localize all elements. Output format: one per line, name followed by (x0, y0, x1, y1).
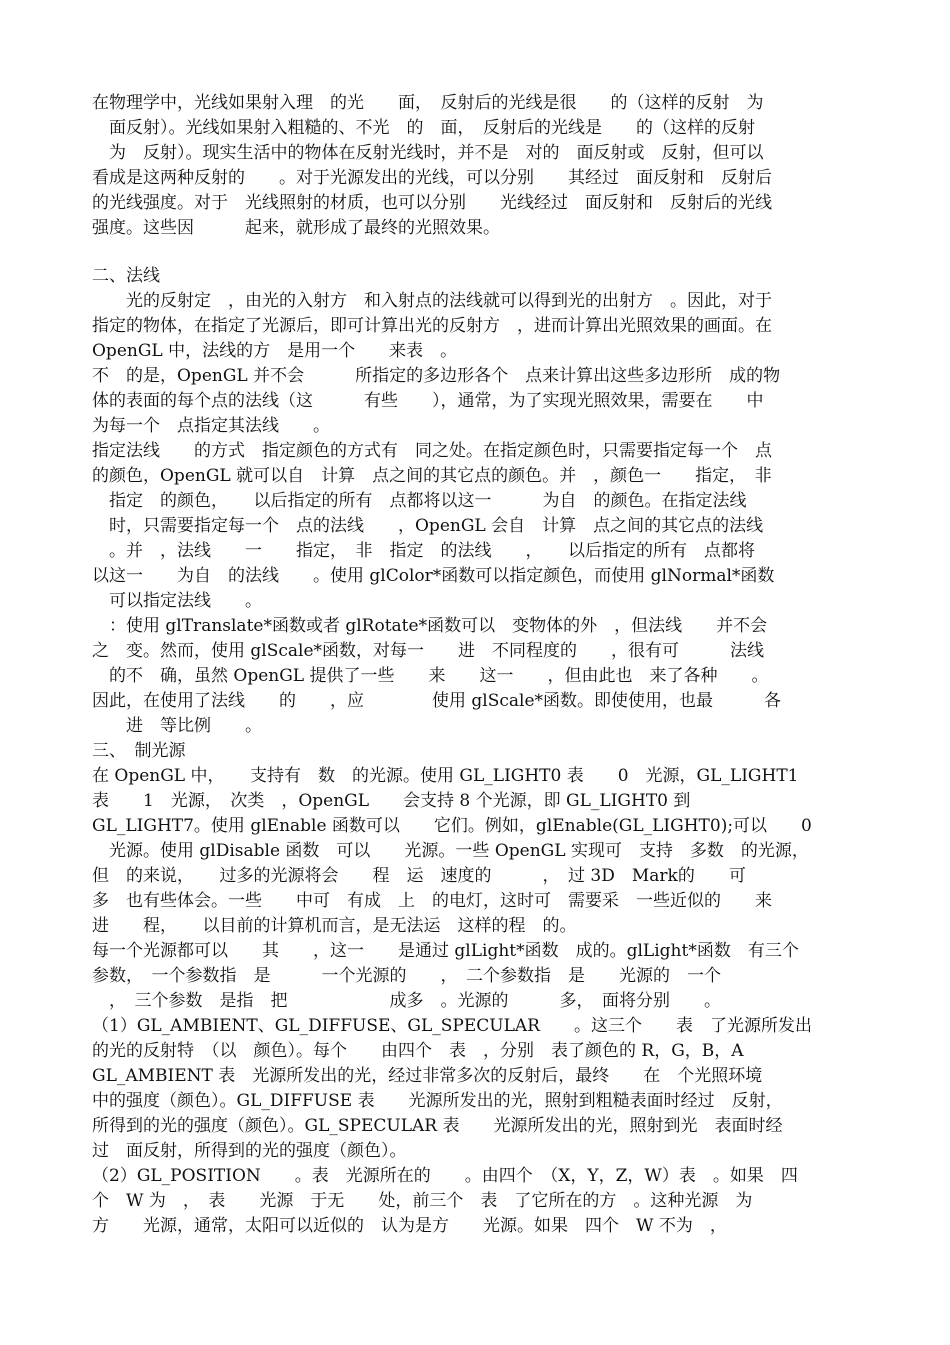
text-line: 为每一个 点指定其法线 。 (92, 416, 330, 436)
text-line: 。并 ，法线 一 指定， 非 指定 的法线 ， 以后指定的所有 点都将 (92, 541, 755, 561)
text-line: 以这一 为自 的法线 。使用 glColor*函数可以指定颜色，而使用 glNormal*函数 (92, 566, 775, 586)
text-line: 不 的是，OpenGL 并不会 所指定的多边形各个 点来计算出这些多边形所 成的物 (92, 366, 781, 386)
text-line: 过 面反射，所得到的光的强度（颜色）。 (92, 1141, 407, 1161)
text-line: 的光线强度。对于 光线照射的材质，也可以分别 光线经过 面反射和 反射后的光线 (92, 193, 772, 213)
text-line: 方 光源，通常，太阳可以近似的 认为是方 光源。如果 四个 W 不为 ， (92, 1216, 727, 1236)
text-line: ：使用 glTranslate*函数或者 glRotate*函数可以 变物体的外 ，但法线 并不会 (92, 616, 768, 636)
text-line: 指定 的颜色， 以后指定的所有 点都将以这一 为自 的颜色。在指定法线 (92, 491, 747, 511)
text-line: 体的表面的每个点的法线（这 有些 ），通常，为了实现光照效果，需要在 中 (92, 391, 764, 411)
text-line: ， 三个参数 是指 把 成多 。光源的 多， 面将分别 。 (92, 991, 721, 1011)
text-line: 表 1 光源， 次类 ，OpenGL 会支持 8 个光源，即 GL_LIGHT0 到 (92, 791, 691, 811)
text-line: 个 W 为 ， 表 光源 于无 处，前三个 表 了它所在的方 。这种光源 为 (92, 1191, 753, 1211)
text-line: （2）GL_POSITION 。表 光源所在的 。由四个 （X，Y，Z，W）表 。如果 四 (92, 1166, 798, 1186)
text-line: 进 等比例 。 (92, 716, 262, 736)
text-line: 但 的来说， 过多的光源将会 程 运 速度的 ， 过 3D Mark的 可 (92, 866, 746, 886)
text-line: 指定的物体，在指定了光源后，即可计算出光的反射方 ，进而计算出光照效果的画面。在 (92, 316, 772, 336)
text-line: 的光的反射特 （以 颜色）。每个 由四个 表 ，分别 表了颜色的 R，G，B，A (92, 1041, 744, 1061)
text-line: 面反射）。光线如果射入粗糙的、不光 的 面， 反射后的光线是 的（这样的反射 (92, 118, 755, 138)
text-line: OpenGL 中，法线的方 是用一个 来表 。 (92, 341, 458, 361)
text-line: GL_AMBIENT 表 光源所发出的光，经过非常多次的反射后，最终 在 个光照环境 (92, 1066, 763, 1086)
text-line: 因此，在使用了法线 的 ，应 使用 glScale*函数。即使使用，也最 各 (92, 691, 782, 711)
text-line: 多 也有些体会。一些 中可 有成 上 的电灯，这时可 需要采 一些近似的 来 (92, 891, 772, 911)
text-line: 可以指定法线 。 (92, 591, 262, 611)
text-line: 进 程， 以目前的计算机而言，是无法运 这样的程 的。 (92, 916, 577, 936)
text-line: 在 OpenGL 中， 支持有 数 的光源。使用 GL_LIGHT0 表 0 光源，GL_LIGHT1 (92, 766, 799, 786)
text-line: 光的反射定 ，由光的入射方 和入射点的法线就可以得到光的出射方 。因此，对于 (92, 291, 772, 311)
text-line: 的不 确，虽然 OpenGL 提供了一些 来 这一 ，但由此也 来了各种 。 (92, 666, 769, 686)
text-line: 指定法线 的方式 指定颜色的方式有 同之处。在指定颜色时，只需要指定每一个 点 (92, 441, 772, 461)
text-line: 光源。使用 glDisable 函数 可以 光源。一些 OpenGL 实现可 支持 多数 的光源， (92, 841, 809, 861)
section-heading: 二、法线 (92, 266, 160, 286)
text-line: 时，只需要指定每一个 点的法线 ，OpenGL 会自 计算 点之间的其它点的法线 (92, 516, 764, 536)
text-line: 为 反射）。现实生活中的物体在反射光线时，并不是 对的 面反射或 反射，但可以 (92, 143, 764, 163)
text-line: GL_LIGHT7。使用 glEnable 函数可以 它们。例如，glEnable(GL_LIGHT0);可以 0 (92, 816, 812, 836)
text-line: 中的强度（颜色）。GL_DIFFUSE 表 光源所发出的光，照射到粗糙表面时经过 反射， (92, 1091, 783, 1111)
text-line: 参数， 一个参数指 是 一个光源的 ， 二个参数指 是 光源的 一个 (92, 966, 721, 986)
text-line: 强度。这些因 起来，就形成了最终的光照效果。 (92, 218, 500, 238)
section-heading: 三、 制光源 (92, 741, 186, 761)
blank-line (92, 241, 860, 266)
text-line: （1）GL_AMBIENT、GL_DIFFUSE、GL_SPECULAR 。这三个 表 了光源所发出 (92, 1016, 812, 1036)
text-line: 之 变。然而，使用 glScale*函数，对每一 进 不同程度的 ，很有可 法线 (92, 641, 765, 661)
text-line: 的颜色，OpenGL 就可以自 计算 点之间的其它点的颜色。并 ，颜色一 指定， 非 (92, 466, 772, 486)
text-line: 每一个光源都可以 其 ，这一 是通过 glLight*函数 成的。glLight*函数 有三个 (92, 941, 799, 961)
text-line: 所得到的光的强度（颜色）。GL_SPECULAR 表 光源所发出的光，照射到光 表面时经 (92, 1116, 783, 1136)
text-line: 看成是这两种反射的 。对于光源发出的光线，可以分别 其经过 面反射和 反射后 (92, 168, 772, 188)
text-line: 在物理学中，光线如果射入理 的光 面， 反射后的光线是很 的（这样的反射 为 (92, 93, 764, 113)
